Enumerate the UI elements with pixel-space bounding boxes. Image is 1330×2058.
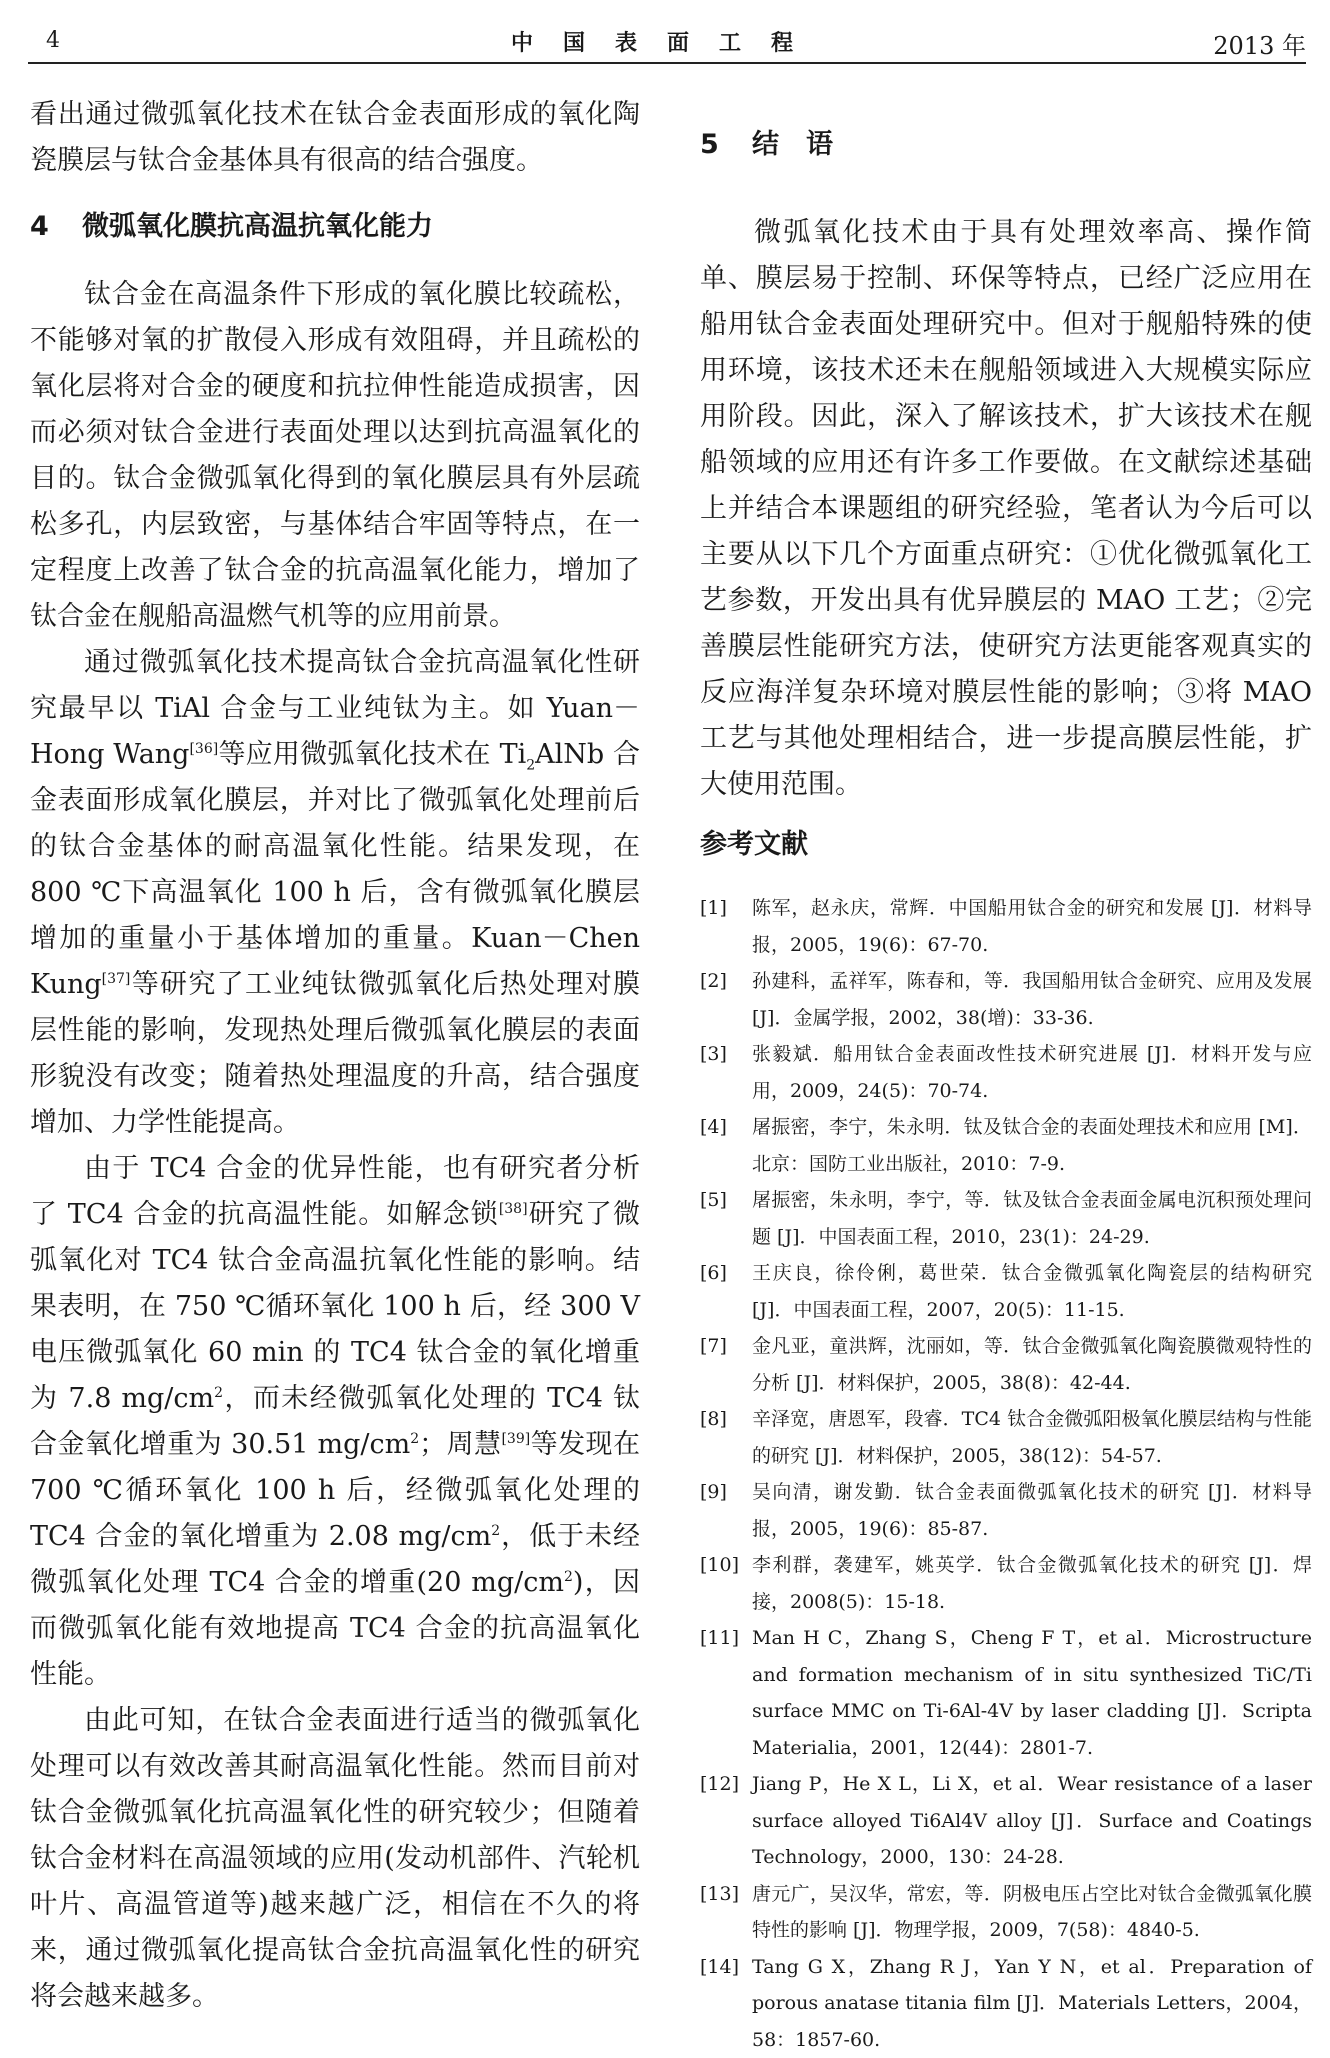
paragraph: 通过微弧氧化技术提高钛合金抗高温氧化性研究最早以 TiAl 合金与工业纯钛为主。如 Yuan－Hong Wang[36]等应用微弧氧化技术在 $Ti_2AlNb$ 合金表面形成氧化膜层，并对比了微弧氧化处理前后的钛合金基体的耐高温氧化性能。结果发现，在 800 ℃下高温氧化 100 h 后，含有微弧氧化膜层增加的重量小于基体增加的重量。Kuan－Chen Kung[37]等研究了工业纯钛微弧氧化后热处理对膜层性能的影响，发现热处理后微弧氧化膜层的表面形貌没有改变；随着热处理温度的升高，结合强度增加、力学性能提高。 — [30, 640, 640, 1146]
reference-text: 辛泽宽，唐恩军，段睿．TC4 钛合金微弧阳极氧化膜层结构与性能的研究 [J]．材料保护，2005，38(12)：54-57. — [752, 1408, 1312, 1467]
reference-item — [700, 890, 1312, 963]
reference-text: 唐元广，吴汉华，常宏，等．阴极电压占空比对钛合金微弧氧化膜特性的影响 [J]．物理学报，2009，7(58)：4840-5. — [752, 1883, 1312, 1942]
reference-number: [6] — [700, 1255, 727, 1292]
reference-item — [700, 1036, 1312, 1109]
reference-item — [700, 1949, 1312, 2058]
reference-text: 吴向清，谢发勤．钛合金表面微弧氧化技术的研究 [J]．材料导报，2005，19(6)：85-87. — [752, 1481, 1312, 1540]
reference-item — [700, 1766, 1312, 1876]
reference-number: [5] — [700, 1182, 727, 1219]
reference-number: [8] — [700, 1401, 727, 1438]
reference-text: 陈军，赵永庆，常辉．中国船用钛合金的研究和发展 [J]．材料导报，2005，19(6)：67-70. — [752, 897, 1312, 956]
section-title: 微弧氧化膜抗高温抗氧化能力 — [82, 211, 433, 242]
reference-text: Man H C，Zhang S，Cheng F T，et al．Microstructure and formation mechanism of in situ synthesized TiC/Ti surface MMC on Ti-6Al-4V by laser cladding [J]．Scripta Materialia，2001，12(44)：2801-7. — [752, 1627, 1312, 1759]
reference-text: 张毅斌．船用钛合金表面改性技术研究进展 [J]．材料开发与应用，2009，24(5)：70-74. — [752, 1043, 1312, 1102]
reference-item — [700, 1109, 1312, 1182]
paragraph: 由于 TC4 合金的优异性能，也有研究者分析了 TC4 合金的抗高温性能。如解念锁[38]研究了微弧氧化对 TC4 钛合金高温抗氧化性能的影响。结果表明，在 750 ℃循环氧化 100 h 后，经 300 V 电压微弧氧化 60 min 的 TC4 钛合金的氧化增重为 7.8 $mg/cm^2$，而未经微弧氧化处理的 TC4 钛合金氧化增重为 30.51 $mg/cm^2$；周慧[39]等发现在 700 ℃循环氧化 100 h 后，经微弧氧化处理的 TC4 合金的氧化增重为 2.08 $mg/cm^2$，低于未经微弧氧化处理 TC4 合金的增重(20 $mg/cm^2$)，因而微弧氧化能有效地提高 TC4 合金的抗高温氧化性能。 — [30, 1146, 640, 1698]
reference-number: [3] — [700, 1036, 727, 1073]
reference-item — [700, 1474, 1312, 1547]
reference-number: [1] — [700, 890, 727, 927]
reference-number: [10] — [700, 1547, 739, 1584]
reference-item — [700, 1547, 1312, 1620]
reference-number: [7] — [700, 1328, 727, 1365]
journal-title: 中国表面工程 — [28, 26, 1306, 57]
section-4-heading — [30, 204, 640, 250]
section-5-heading — [700, 122, 1312, 168]
reference-number: [12] — [700, 1766, 739, 1803]
reference-list — [700, 890, 1312, 2058]
paragraph: 由此可知，在钛合金表面进行适当的微弧氧化处理可以有效改善其耐高温氧化性能。然而目前对钛合金微弧氧化抗高温氧化性的研究较少；但随着钛合金材料在高温领域的应用(发动机部件、汽轮机叶片、高温管道等)越来越广泛，相信在不久的将来，通过微弧氧化提高钛合金抗高温氧化性的研究将会越来越多。 — [30, 1698, 640, 2020]
reference-number: [2] — [700, 963, 727, 1000]
page-number: 4 — [46, 28, 60, 53]
reference-number: [13] — [700, 1876, 739, 1913]
paragraph: 微弧氧化技术由于具有处理效率高、操作简单、膜层易于控制、环保等特点，已经广泛应用在船用钛合金表面处理研究中。但对于舰船特殊的使用环境，该技术还未在舰船领域进入大规模实际应用阶段。因此，深入了解该技术，扩大该技术在舰船领域的应用还有许多工作要做。在文献综述基础上并结合本课题组的研究经验，笔者认为今后可以主要从以下几个方面重点研究：①优化微弧氧化工艺参数，开发出具有优异膜层的 MAO 工艺；②完善膜层性能研究方法，使研究方法更能客观真实的反应海洋复杂环境对膜层性能的影响；③将 MAO 工艺与其他处理相结合，进一步提高膜层性能，扩大使用范围。 — [700, 210, 1312, 808]
section-number: 4 — [30, 204, 82, 250]
section-title: 结 语 — [752, 129, 833, 160]
reference-text: Jiang P，He X L，Li X，et al．Wear resistance of a laser surface alloyed Ti6Al4V alloy [J]．Surface and Coatings Technology，2000，130：24-28. — [752, 1773, 1312, 1868]
references-heading: 参考文献 — [700, 822, 1312, 868]
citation: [39] — [501, 1431, 530, 1447]
running-header — [28, 22, 1306, 64]
section-number: 5 — [700, 122, 752, 168]
reference-text: 李利群，袭建军，姚英学．钛合金微弧氧化技术的研究 [J]．焊接，2008(5)：15-18. — [752, 1554, 1312, 1613]
paragraph-continuation: 看出通过微弧氧化技术在钛合金表面形成的氧化陶瓷膜层与钛合金基体具有很高的结合强度。 — [30, 92, 640, 184]
reference-text: 屠振密，李宁，朱永明．钛及钛合金的表面处理技术和应用 [M]．北京：国防工业出版社，2010：7-9. — [752, 1116, 1312, 1175]
reference-item — [700, 1255, 1312, 1328]
reference-number: [4] — [700, 1109, 727, 1146]
citation: [36] — [189, 741, 218, 757]
left-column — [30, 92, 640, 2020]
reference-text: Tang G X，Zhang R J，Yan Y N，et al．Preparation of porous anatase titania film [J]．Materials Letters，2004，58：1857-60. — [752, 1956, 1312, 2051]
reference-number: [9] — [700, 1474, 727, 1511]
reference-number: [14] — [700, 1949, 739, 1986]
reference-item — [700, 1876, 1312, 1949]
reference-item — [700, 963, 1312, 1036]
reference-number: [11] — [700, 1620, 739, 1657]
citation: [37] — [102, 971, 131, 987]
reference-item — [700, 1328, 1312, 1401]
reference-item — [700, 1182, 1312, 1255]
right-column — [700, 92, 1312, 2058]
reference-text: 王庆良，徐伶俐，葛世荣．钛合金微弧氧化陶瓷层的结构研究 [J]．中国表面工程，2007，20(5)：11-15. — [752, 1262, 1312, 1321]
issue-year: 2013 年 — [1213, 26, 1306, 61]
reference-text: 孙建科，孟祥军，陈春和，等．我国船用钛合金研究、应用及发展 [J]．金属学报，2002，38(增)：33-36. — [752, 970, 1312, 1029]
reference-item — [700, 1620, 1312, 1766]
paragraph: 钛合金在高温条件下形成的氧化膜比较疏松，不能够对氧的扩散侵入形成有效阻碍，并且疏松的氧化层将对合金的硬度和抗拉伸性能造成损害，因而必须对钛合金进行表面处理以达到抗高温氧化的目的。钛合金微弧氧化得到的氧化膜层具有外层疏松多孔，内层致密，与基体结合牢固等特点，在一定程度上改善了钛合金的抗高温氧化能力，增加了钛合金在舰船高温燃气机等的应用前景。 — [30, 272, 640, 640]
citation: [38] — [499, 1201, 528, 1217]
reference-text: 金凡亚，童洪辉，沈丽如，等．钛合金微弧氧化陶瓷膜微观特性的分析 [J]．材料保护，2005，38(8)：42-44. — [752, 1335, 1312, 1394]
reference-item — [700, 1401, 1312, 1474]
reference-text: 屠振密，朱永明，李宁，等．钛及钛合金表面金属电沉积预处理问题 [J]．中国表面工程，2010，23(1)：24-29. — [752, 1189, 1312, 1248]
